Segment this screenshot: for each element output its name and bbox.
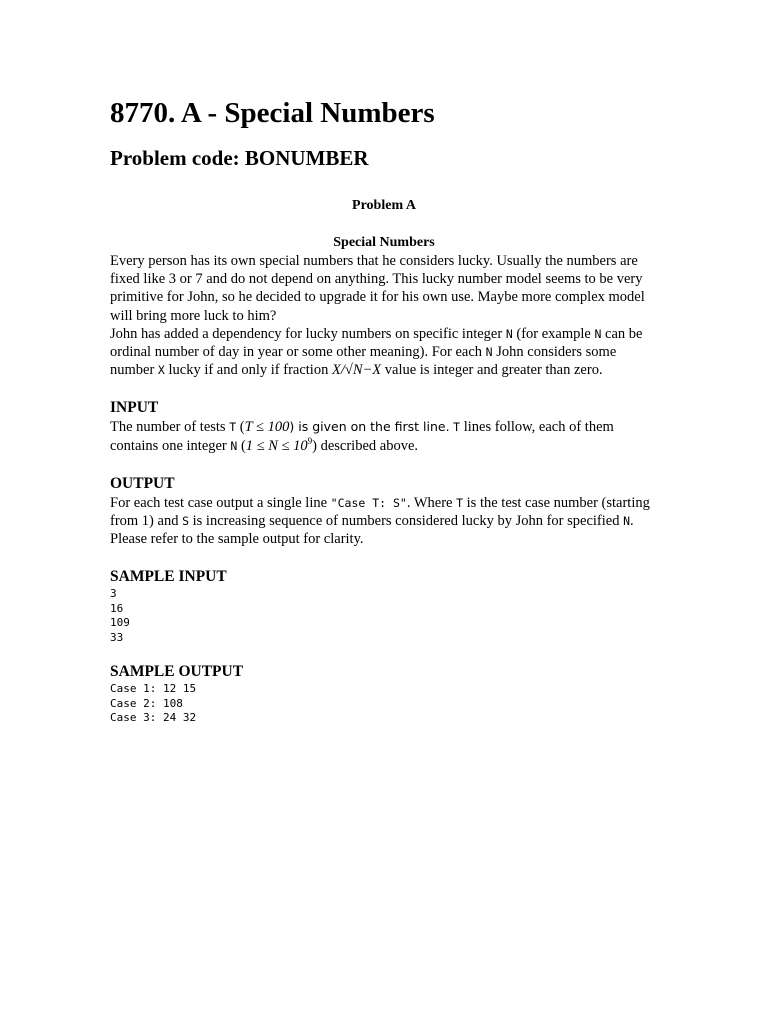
problem-code: Problem code: BONUMBER — [110, 146, 369, 170]
sample-input-line: 33 — [110, 630, 124, 644]
sample-output-line: Case 2: 108 — [110, 696, 183, 710]
input-text: ) — [289, 419, 299, 435]
output-text: For each test case output a single line — [110, 494, 331, 511]
description-paragraph — [110, 325, 658, 380]
description-text: can be ordinal number of day in year or some other meaning). For each — [110, 325, 643, 361]
constraint-t: T ≤ 100 — [244, 419, 290, 436]
code-t: T — [453, 420, 461, 435]
code-n: N — [505, 326, 513, 341]
sample-output-line: Case 3: 24 32 — [110, 711, 197, 725]
code-t: T — [456, 495, 464, 510]
sample-output-heading: SAMPLE OUTPUT — [110, 663, 244, 681]
output-paragraph — [110, 494, 658, 549]
intro-paragraph: Every person has its own special numbers that he considers lucky. Usually the numbers are fixed like 3 or 7 and do not depend on anything. This lucky number model seems to be very primitive for John, so he decided to upgrade it for his own use. Maybe more complex model will bring more luck to him? — [110, 253, 645, 324]
sample-input-line: 16 — [110, 601, 124, 615]
sample-input-line: 3 — [110, 587, 117, 601]
description-text: John has added a dependency for lucky numbers on specific integer — [110, 325, 506, 342]
problem-name: Special Numbers — [333, 235, 435, 250]
code-n: N — [230, 438, 238, 453]
code-case-format: "Case T: S" — [330, 495, 407, 510]
input-text: The number of tests — [110, 419, 230, 436]
output-heading: OUTPUT — [110, 474, 175, 492]
input-paragraph — [110, 418, 658, 454]
exponent: 9 — [307, 435, 313, 446]
sample-input-line: 109 — [110, 616, 130, 630]
fraction-formula: X/√N−X — [331, 362, 382, 379]
description-text: John considers some number — [110, 344, 617, 379]
code-s: S — [182, 514, 190, 529]
description-text: value is integer and greater than zero. — [381, 362, 603, 379]
code-t: T — [229, 420, 237, 435]
input-text: is given on the first line. — [298, 419, 450, 435]
sample-output-block — [110, 682, 658, 726]
code-n: N — [485, 345, 493, 360]
code-n: N — [623, 514, 631, 529]
sample-output-line: Case 1: 12 15 — [110, 682, 197, 696]
input-text: ( — [237, 437, 246, 454]
description-text: lucky if and only if fraction — [164, 362, 332, 379]
output-text: . Where — [406, 494, 457, 511]
input-text: lines follow, each of them contains one integer — [110, 419, 614, 454]
description-text: (for example — [512, 325, 595, 342]
code-n: N — [594, 326, 602, 341]
output-text: is increasing sequence of numbers considered lucky by John for specified — [189, 513, 624, 530]
sample-input-block — [110, 587, 658, 645]
constraint-n: 1 ≤ N ≤ 10 — [245, 437, 308, 454]
input-heading: INPUT — [110, 399, 159, 417]
sample-input-heading: SAMPLE INPUT — [110, 568, 227, 586]
output-text: . Please refer to the sample output for clarity. — [110, 513, 634, 548]
page-title: 8770. A - Special Numbers — [110, 97, 435, 129]
output-text: is the test case number (starting from 1) and — [110, 494, 650, 530]
input-text: ( — [236, 419, 245, 436]
input-text: ) described above. — [312, 437, 419, 454]
code-x: X — [157, 363, 165, 378]
problem-label: Problem A — [352, 198, 416, 213]
